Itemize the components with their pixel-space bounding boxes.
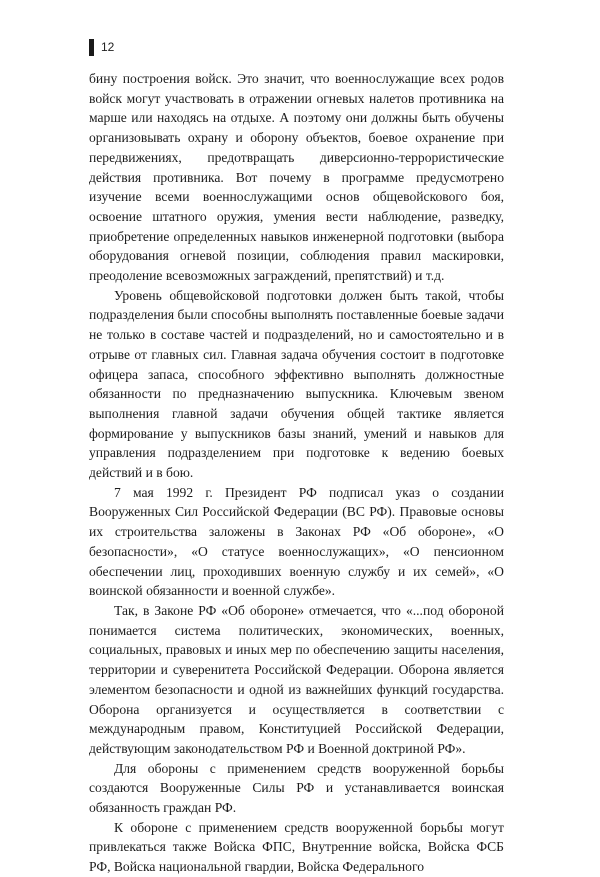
- paragraph: 7 мая 1992 г. Президент РФ подписал указ о создании Вооруженных Сил Российской Федерации (ВС РФ). Правовые основы их строительства заложены в Законах РФ «Об обороне», «О безопасности», «О статусе военнослужащих», «О пенсионном обеспечении лиц, проходивших военную службу и их семей», «О воинской обязанности и военной службе».: [89, 484, 504, 599]
- body-text: [89, 69, 504, 877]
- paragraph: Для обороны с применением средств вооруженной борьбы создаются Вооруженные Силы РФ и устанавливается воинская обязанность граждан РФ.: [89, 760, 504, 816]
- paragraph: Уровень общевойсковой подготовки должен быть такой, чтобы подразделения были способны выполнять поставленные боевые задачи не только в составе частей и подразделений, но и самостоятельно и в отрыве от главных сил. Главная задача обучения состоит в подготовке офицера запаса, способного эффективно выполнять должностные обязанности по предназначению выпускника. Ключевым звеном выполнения главной задачи обучения общей тактике является формирование у выпускников базы знаний, умений и навыков для управления подразделением при подготовке к ведению боевых действий и в бою.: [89, 287, 504, 481]
- paragraph: К обороне с применением средств вооруженной борьбы могут привлекаться также Войска ФПС, Внутренние войска, Войска ФСБ РФ, Войска национальной гвардии, Войска Федерального: [89, 819, 504, 875]
- page-header: [89, 38, 114, 56]
- page-number: 12: [101, 39, 115, 54]
- paragraph: Так, в Законе РФ «Об обороне» отмечается, что «...под обороной понимается система политических, экономических, военных, социальных, правовых и иных мер по обеспечению защиты населения, территории и суверенитета Российской Федерации. Оборона является элементом безопасности и одной из важнейших функций государства. Оборона организуется и осуществляется в соответствии с международным правом, Конституцией Российской Федерации, действующим законодательством РФ и Военной доктриной РФ».: [89, 602, 504, 756]
- page-marker-bar: [89, 39, 94, 56]
- paragraph-continuation: бину построения войск. Это значит, что военнослужащие всех родов войск могут участвовать в отражении огневых налетов противника на марше или находясь на отдыхе. А поэтому они должны быть обучены организовывать охрану и оборону объектов, боевое охранение при передвижениях, предотвращать диверсионно-террористические действия противника. Вот почему в программе предусмотрено изучение всеми военнослужащими основ общевойскового боя, освоение штатного оружия, умения вести наблюдение, разведку, приобретение определенных навыков инженерной подготовки (выбора оборудования огневой позиции, соблюдения правил маскировки, преодоление всевозможных заграждений, препятствий) и т.д.: [89, 71, 504, 284]
